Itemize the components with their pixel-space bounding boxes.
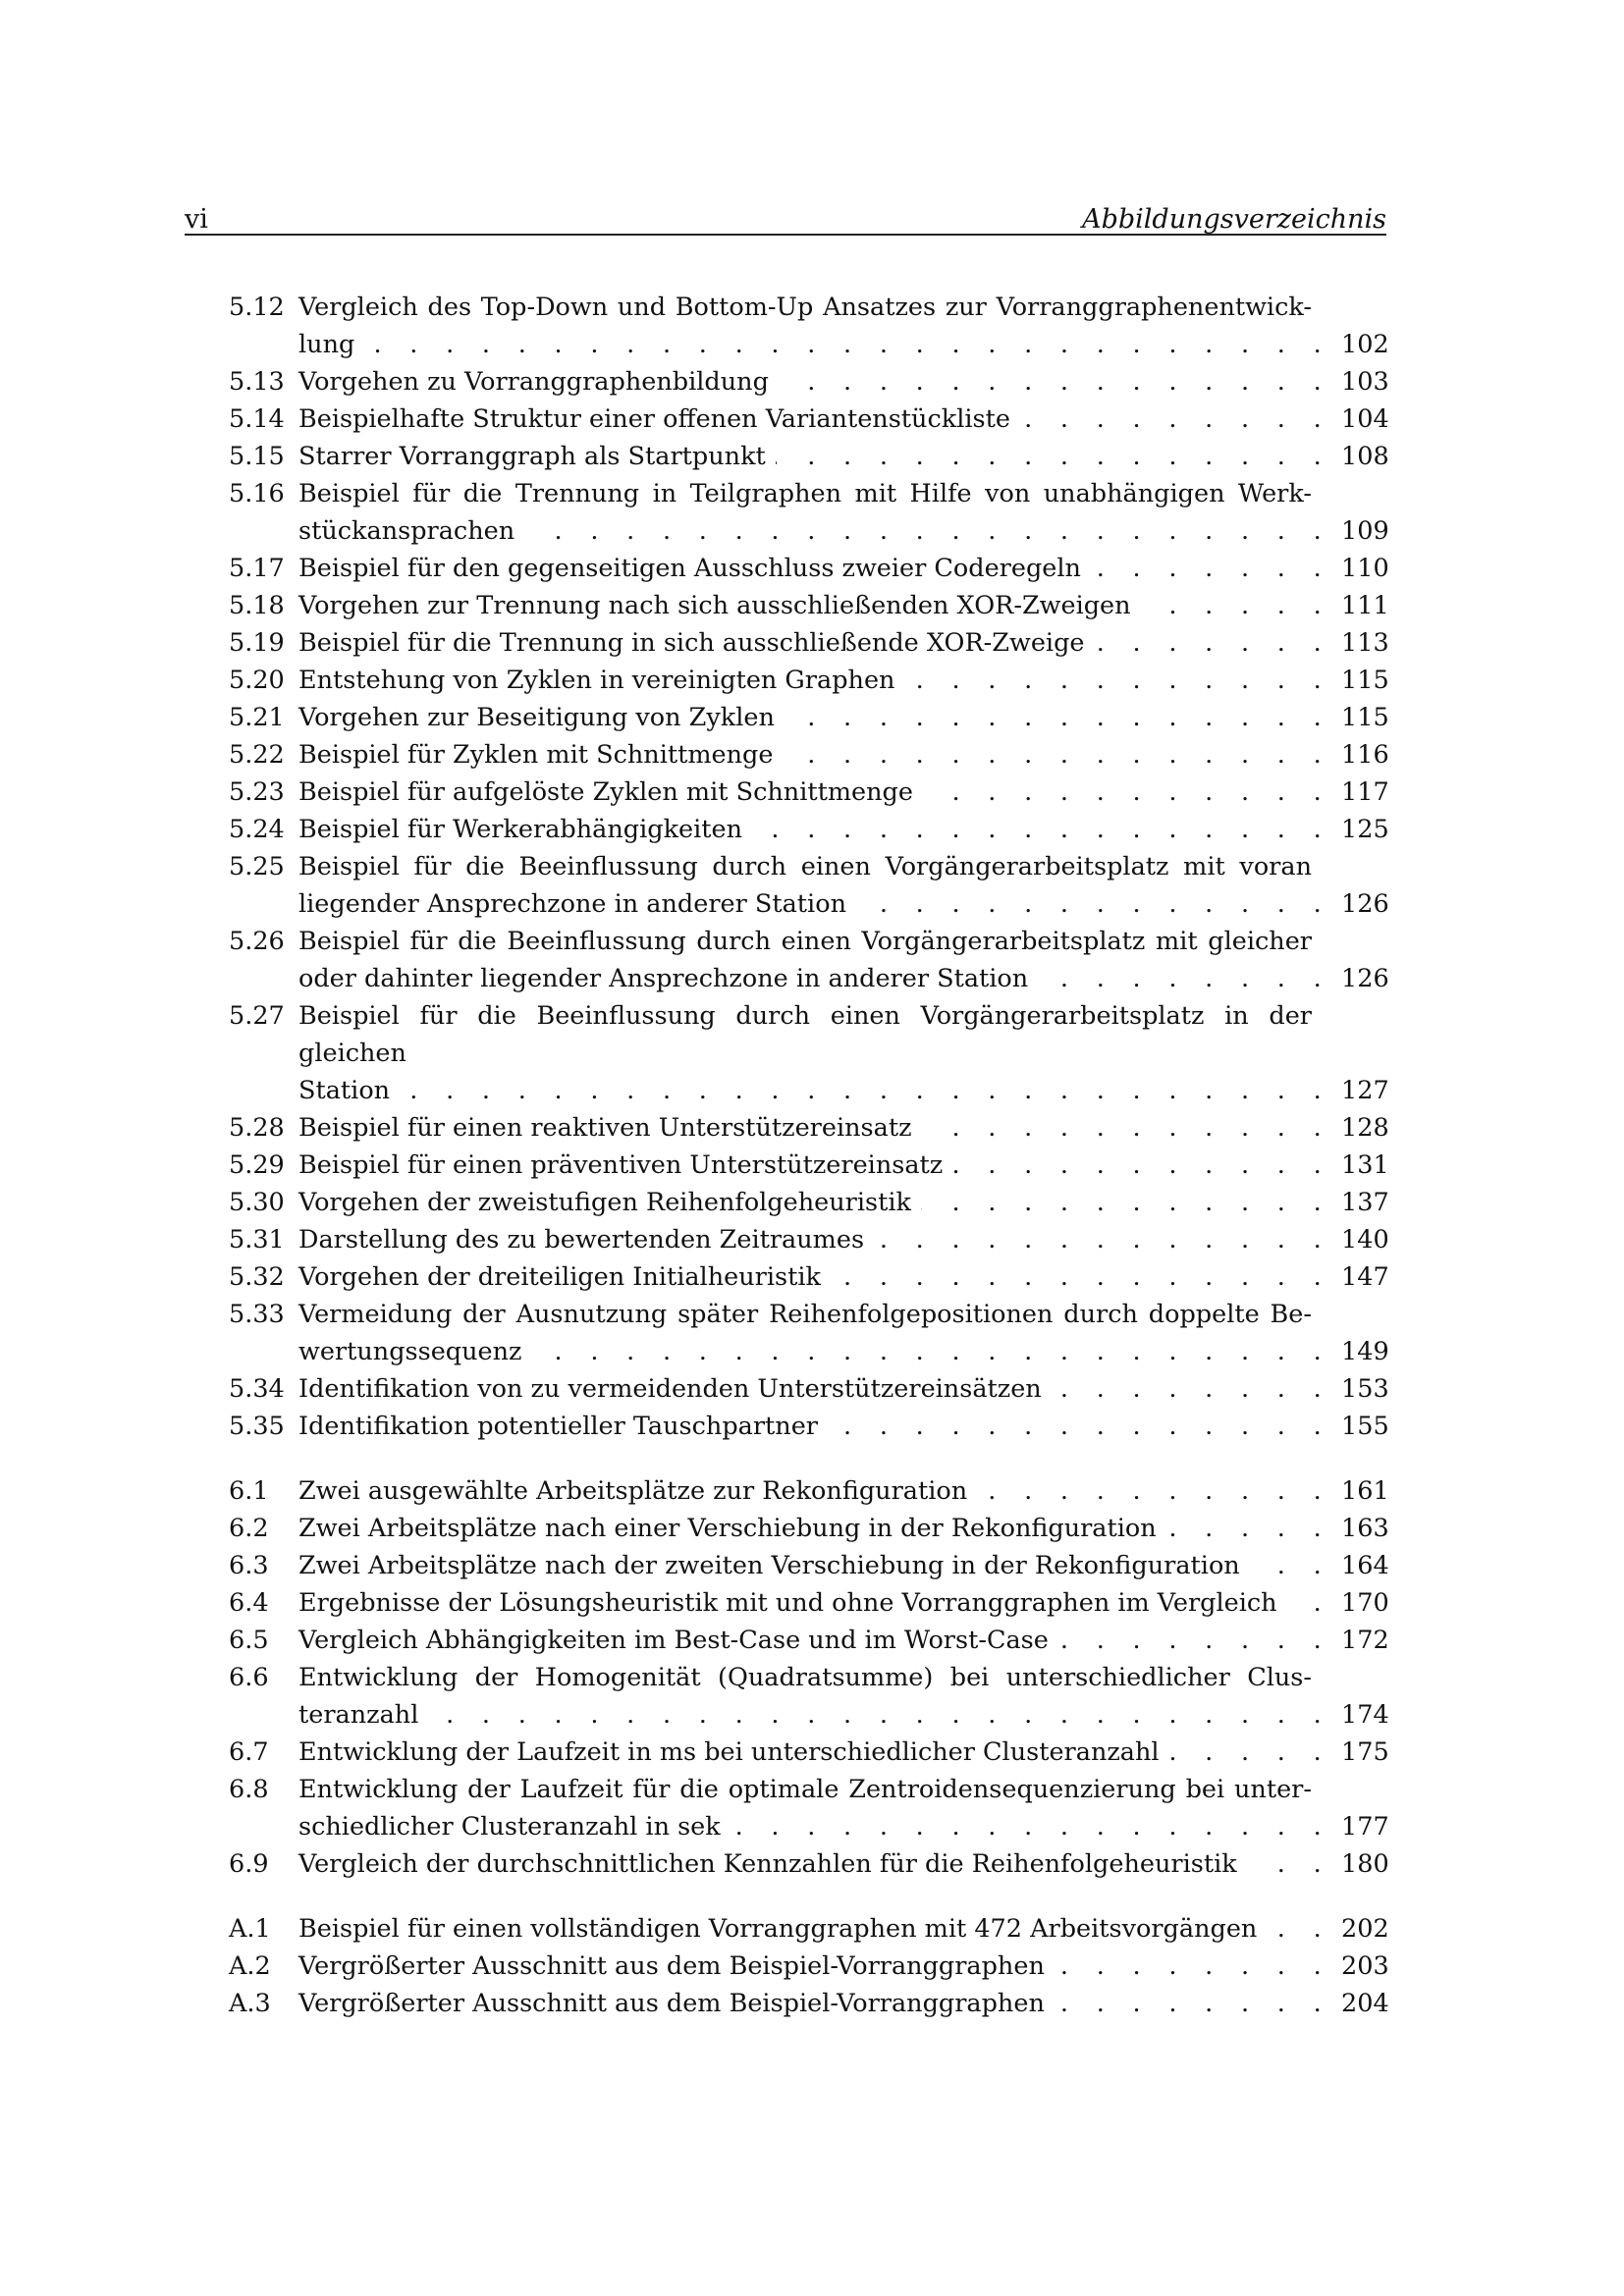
dot-leader	[1058, 1622, 1331, 1659]
page-number: vi	[185, 204, 208, 235]
figure-number: 5.22	[229, 740, 285, 770]
figure-title: Beispiel für einen präventiven Unterstützereinsatz	[298, 1150, 944, 1180]
toc-entry[interactable]	[229, 1221, 1389, 1258]
list-of-figures	[229, 289, 1389, 2022]
dot-leader	[783, 736, 1331, 774]
dot-leader	[904, 662, 1331, 699]
figure-number: 5.13	[229, 367, 285, 397]
figure-title-final-line	[298, 326, 1389, 363]
figure-title: liegender Ansprechzone in anderer Station	[298, 889, 846, 919]
toc-entry[interactable]	[229, 811, 1389, 848]
entry-body	[298, 923, 1389, 997]
dot-leader	[428, 1696, 1331, 1734]
figure-title: Ergebnisse der Lösungsheuristik mit und ohne Vorranggraphen im Vergleich	[298, 1588, 1277, 1618]
figure-number: 6.8	[229, 1775, 269, 1804]
figure-title-final-line	[298, 1472, 1389, 1510]
figure-title-final-line	[298, 1948, 1389, 1985]
figure-title: Vorgehen der dreiteiligen Initialheuristik	[298, 1262, 821, 1292]
figure-title: Darstellung des zu bewertenden Zeitraumes	[298, 1225, 865, 1255]
page-reference[interactable]: 140	[1341, 1225, 1389, 1255]
page-reference[interactable]: 111	[1341, 591, 1389, 620]
toc-entry[interactable]	[229, 1659, 1389, 1734]
dot-leader	[874, 1221, 1331, 1258]
running-header	[185, 191, 1386, 235]
dot-leader	[776, 438, 1331, 475]
figure-title-final-line	[298, 400, 1389, 438]
toc-entry[interactable]	[229, 1948, 1389, 1985]
figure-number: A.3	[229, 1989, 271, 2018]
entry-body	[298, 1408, 1389, 1445]
figure-title-final-line	[298, 550, 1389, 587]
figure-number: 5.29	[229, 1150, 285, 1180]
dot-leader	[1250, 1547, 1331, 1584]
figure-title-final-line	[298, 1333, 1389, 1370]
dot-leader	[1141, 587, 1331, 624]
toc-entry[interactable]	[229, 997, 1389, 1109]
toc-entry[interactable]	[229, 1184, 1389, 1221]
toc-entry[interactable]	[229, 438, 1389, 475]
page-reference[interactable]: 110	[1341, 554, 1389, 583]
dot-leader	[1038, 960, 1331, 997]
figure-title: Beispiel für aufgelöste Zyklen mit Schnittmenge	[298, 777, 913, 807]
page-reference[interactable]: 126	[1341, 889, 1389, 919]
figure-number: 5.25	[229, 852, 285, 881]
entry-body	[298, 662, 1389, 699]
entry-body	[298, 550, 1389, 587]
dot-leader	[1287, 1584, 1331, 1622]
figure-title: Entstehung von Zyklen in vereinigten Graphen	[298, 666, 895, 695]
toc-entry[interactable]	[229, 699, 1389, 736]
page-reference[interactable]: 204	[1341, 1989, 1389, 2018]
page-reference[interactable]: 109	[1341, 516, 1389, 546]
page-reference[interactable]: 180	[1341, 1849, 1389, 1879]
page-reference[interactable]: 161	[1341, 1476, 1389, 1506]
dot-leader	[831, 1258, 1331, 1296]
dot-leader	[731, 1808, 1331, 1845]
toc-entry[interactable]	[229, 1845, 1389, 1883]
figure-number: 5.28	[229, 1113, 285, 1143]
entry-body	[298, 1622, 1389, 1659]
figure-title: wertungssequenz	[298, 1337, 522, 1366]
toc-entry[interactable]	[229, 736, 1389, 774]
page-reference[interactable]: 164	[1341, 1551, 1389, 1580]
figure-number: 6.9	[229, 1849, 269, 1879]
toc-entry[interactable]	[229, 1547, 1389, 1584]
toc-entry[interactable]	[229, 289, 1389, 363]
page-reference[interactable]: 155	[1341, 1412, 1389, 1441]
toc-entry[interactable]	[229, 1510, 1389, 1547]
figure-title-final-line	[298, 1072, 1389, 1109]
page-reference[interactable]: 115	[1341, 666, 1389, 695]
entry-body	[298, 1258, 1389, 1296]
figure-title-final-line	[298, 1109, 1389, 1147]
entry-body	[298, 997, 1389, 1109]
figure-title-final-line	[298, 624, 1389, 662]
page-reference[interactable]: 128	[1341, 1113, 1389, 1143]
figure-title-final-line	[298, 438, 1389, 475]
entry-body	[298, 1547, 1389, 1584]
entry-body	[298, 1910, 1389, 1948]
dot-leader	[1166, 1510, 1331, 1547]
figure-title-final-line	[298, 1985, 1389, 2022]
figure-number: 5.30	[229, 1188, 285, 1217]
entry-body	[298, 400, 1389, 438]
page-reference[interactable]: 177	[1341, 1812, 1389, 1842]
dot-leader	[1020, 400, 1331, 438]
figure-number: 5.20	[229, 666, 285, 695]
figure-title: oder dahinter liegender Ansprechzone in anderer Station	[298, 964, 1029, 993]
page-reference[interactable]: 163	[1341, 1514, 1389, 1543]
page-reference[interactable]: 153	[1341, 1374, 1389, 1404]
toc-entry[interactable]	[229, 400, 1389, 438]
entry-body	[298, 1472, 1389, 1510]
dot-leader	[921, 1184, 1331, 1221]
figure-title-final-line	[298, 736, 1389, 774]
figure-title-final-line	[298, 662, 1389, 699]
figure-number: 5.15	[229, 442, 285, 471]
dot-leader	[1267, 1910, 1331, 1948]
entry-body	[298, 587, 1389, 624]
figure-title-line: Beispiel für die Beeinflussung durch einen Vorgängerarbeitsplatz in der gleichen	[298, 1001, 1312, 1068]
figure-number: 5.31	[229, 1225, 285, 1255]
entry-body	[298, 1845, 1389, 1883]
page-reference[interactable]: 117	[1341, 777, 1389, 807]
figure-number: 5.34	[229, 1374, 285, 1404]
toc-entry[interactable]	[229, 1771, 1389, 1845]
dot-leader	[1247, 1845, 1331, 1883]
toc-entry[interactable]	[229, 550, 1389, 587]
dot-leader	[779, 363, 1331, 400]
dot-leader	[785, 699, 1331, 736]
figure-title-final-line	[298, 1147, 1389, 1184]
entry-body	[298, 736, 1389, 774]
figure-title: Vergleich der durchschnittlichen Kennzahlen für die Reihenfolgeheuristik	[298, 1849, 1237, 1879]
page-reference[interactable]: 149	[1341, 1337, 1389, 1366]
page-reference[interactable]: 104	[1341, 404, 1389, 434]
figure-title-final-line	[298, 774, 1389, 811]
toc-entry[interactable]	[229, 1296, 1389, 1370]
entry-body	[298, 1184, 1389, 1221]
figure-title: stückansprachen	[298, 516, 515, 546]
toc-entry[interactable]	[229, 774, 1389, 811]
header-rule	[185, 234, 1386, 236]
figure-title: Zwei ausgewählte Arbeitsplätze zur Rekonfiguration	[298, 1476, 968, 1506]
figure-title: Identifikation von zu vermeidenden Unterstützereinsätzen	[298, 1374, 1042, 1404]
figure-title-line: Beispiel für die Trennung in Teilgraphen mit Hilfe von unabhängigen Werk-	[298, 479, 1312, 508]
page-reference[interactable]: 203	[1341, 1951, 1389, 1981]
toc-entry[interactable]	[229, 1109, 1389, 1147]
dot-leader	[400, 1072, 1331, 1109]
toc-entry[interactable]	[229, 1472, 1389, 1510]
toc-entry[interactable]	[229, 1408, 1389, 1445]
entry-body	[298, 1584, 1389, 1622]
page-reference[interactable]: 202	[1341, 1914, 1389, 1944]
entry-body	[298, 699, 1389, 736]
page-reference[interactable]: 174	[1341, 1700, 1389, 1730]
page-reference[interactable]: 147	[1341, 1262, 1389, 1292]
figure-title: Vorgehen zur Trennung nach sich ausschließenden XOR-Zweigen	[298, 591, 1131, 620]
entry-body	[298, 1659, 1389, 1734]
entry-body	[298, 1771, 1389, 1845]
figure-title-final-line	[298, 1184, 1389, 1221]
figure-number: 5.35	[229, 1412, 285, 1441]
figure-title-final-line	[298, 1845, 1389, 1883]
dot-leader	[922, 1109, 1331, 1147]
toc-entry[interactable]	[229, 662, 1389, 699]
dot-leader	[531, 1333, 1331, 1370]
figure-number: A.1	[229, 1914, 271, 1944]
toc-entry[interactable]	[229, 1985, 1389, 2022]
toc-entry[interactable]	[229, 1910, 1389, 1948]
figure-title-final-line	[298, 699, 1389, 736]
figure-title-final-line	[298, 1370, 1389, 1408]
toc-entry[interactable]	[229, 1584, 1389, 1622]
figure-title-final-line	[298, 1910, 1389, 1948]
page-reference[interactable]: 116	[1341, 740, 1389, 770]
entry-body	[298, 1985, 1389, 2022]
figure-title: Zwei Arbeitsplätze nach einer Verschiebung in der Rekonfiguration	[298, 1514, 1157, 1543]
figure-title-final-line	[298, 1547, 1389, 1584]
dot-leader	[1052, 1370, 1331, 1408]
figure-title-final-line	[298, 1221, 1389, 1258]
figure-title: Starrer Vorranggraph als Startpunkt	[298, 442, 766, 471]
dot-leader	[524, 512, 1331, 550]
figure-title: Vorgehen der zweistufigen Reihenfolgeheuristik	[298, 1188, 911, 1217]
dot-leader	[364, 326, 1331, 363]
entry-body	[298, 624, 1389, 662]
entry-body	[298, 1147, 1389, 1184]
page-reference[interactable]: 115	[1341, 703, 1389, 732]
toc-entry[interactable]	[229, 363, 1389, 400]
figure-number: 6.1	[229, 1476, 269, 1506]
entry-body	[298, 1296, 1389, 1370]
figure-number: A.2	[229, 1951, 271, 1981]
figure-number: 5.17	[229, 554, 285, 583]
entry-body	[298, 363, 1389, 400]
entry-body	[298, 1948, 1389, 1985]
dot-leader	[952, 1147, 1331, 1184]
page-reference[interactable]: 131	[1341, 1150, 1389, 1180]
toc-entry[interactable]	[229, 587, 1389, 624]
page-reference[interactable]: 125	[1341, 815, 1389, 844]
figure-number: 5.18	[229, 591, 285, 620]
figure-number: 6.6	[229, 1663, 269, 1692]
entry-body	[298, 1734, 1389, 1771]
figure-title-line: Entwicklung der Homogenität (Quadratsumme) bei unterschiedlicher Clus-	[298, 1663, 1312, 1692]
figure-title: Beispiel für den gegenseitigen Ausschluss zweier Coderegeln	[298, 554, 1081, 583]
dot-leader	[923, 774, 1331, 811]
figure-number: 5.21	[229, 703, 285, 732]
page-reference[interactable]: 172	[1341, 1626, 1389, 1655]
toc-entry[interactable]	[229, 475, 1389, 550]
figure-title-final-line	[298, 1734, 1389, 1771]
figure-number: 5.32	[229, 1262, 285, 1292]
dot-leader	[1091, 550, 1331, 587]
dot-leader	[1169, 1734, 1331, 1771]
page-reference[interactable]: 126	[1341, 964, 1389, 993]
group-separator	[229, 1445, 1386, 1472]
page-reference[interactable]: 170	[1341, 1588, 1389, 1618]
figure-title-line: Beispiel für die Beeinflussung durch einen Vorgängerarbeitsplatz mit gleicher	[298, 927, 1312, 956]
dot-leader	[856, 885, 1331, 923]
toc-entry[interactable]	[229, 624, 1389, 662]
entry-body	[298, 289, 1389, 363]
figure-number: 6.7	[229, 1737, 269, 1767]
figure-title-final-line	[298, 885, 1389, 923]
figure-number: 5.14	[229, 404, 285, 434]
figure-title-final-line	[298, 1696, 1389, 1734]
page-reference[interactable]: 127	[1341, 1076, 1389, 1105]
figure-number: 6.4	[229, 1588, 269, 1618]
figure-title-final-line	[298, 1622, 1389, 1659]
figure-title: teranzahl	[298, 1700, 419, 1730]
toc-entry[interactable]	[229, 1734, 1389, 1771]
figure-number: 5.24	[229, 815, 285, 844]
toc-entry[interactable]	[229, 1370, 1389, 1408]
figure-title: Station	[298, 1076, 391, 1105]
dot-leader	[828, 1408, 1331, 1445]
dot-leader	[752, 811, 1331, 848]
entry-body	[298, 1221, 1389, 1258]
dot-leader	[1095, 624, 1332, 662]
figure-number: 5.23	[229, 777, 285, 807]
figure-title: Zwei Arbeitsplätze nach der zweiten Verschiebung in der Rekonfiguration	[298, 1551, 1240, 1580]
figure-number: 5.12	[229, 293, 285, 322]
entry-body	[298, 811, 1389, 848]
figure-title: Vergrößerter Ausschnitt aus dem Beispiel-Vorranggraphen	[298, 1989, 1045, 2018]
figure-title: Vorgehen zu Vorranggraphenbildung	[298, 367, 769, 397]
page-reference[interactable]: 103	[1341, 367, 1389, 397]
page-reference[interactable]: 102	[1341, 330, 1389, 359]
figure-number: 5.26	[229, 927, 285, 956]
page-reference[interactable]: 113	[1341, 628, 1389, 658]
figure-title-line: Vermeidung der Ausnutzung später Reihenfolgepositionen durch doppelte Be-	[298, 1300, 1312, 1329]
entry-body	[298, 475, 1389, 550]
group-separator	[229, 1883, 1386, 1910]
toc-entry[interactable]	[229, 1622, 1389, 1659]
figure-title-final-line	[298, 587, 1389, 624]
figure-title: Beispiel für die Trennung in sich ausschließende XOR-Zweige	[298, 628, 1085, 658]
page-reference[interactable]: 108	[1341, 442, 1389, 471]
entry-body	[298, 1370, 1389, 1408]
figure-title: Beispiel für einen reaktiven Unterstützereinsatz	[298, 1113, 912, 1143]
figure-title: Identifikation potentieller Tauschpartner	[298, 1412, 819, 1441]
figure-title: Vergrößerter Ausschnitt aus dem Beispiel-Vorranggraphen	[298, 1951, 1045, 1981]
figure-title: Entwicklung der Laufzeit in ms bei unterschiedlicher Clusteranzahl	[298, 1737, 1160, 1767]
toc-entry[interactable]	[229, 1258, 1389, 1296]
entry-body	[298, 438, 1389, 475]
entry-body	[298, 848, 1389, 923]
figure-title-line: Vergleich des Top-Down und Bottom-Up Ansatzes zur Vorranggraphenentwick-	[298, 293, 1312, 322]
figure-title: schiedlicher Clusteranzahl in sek	[298, 1812, 721, 1842]
figure-title-final-line	[298, 1258, 1389, 1296]
figure-title-final-line	[298, 1808, 1389, 1845]
figure-number: 6.2	[229, 1514, 269, 1543]
figure-title: Vergleich Abhängigkeiten im Best-Case und im Worst-Case	[298, 1626, 1049, 1655]
toc-entry[interactable]	[229, 848, 1389, 923]
entry-body	[298, 774, 1389, 811]
figure-title-line: Entwicklung der Laufzeit für die optimale Zentroidensequenzierung bei unter-	[298, 1775, 1312, 1804]
figure-number: 5.19	[229, 628, 285, 658]
figure-title: Beispiel für Werkerabhängigkeiten	[298, 815, 743, 844]
figure-title-final-line	[298, 960, 1389, 997]
figure-number: 6.3	[229, 1551, 269, 1580]
figure-title: Vorgehen zur Beseitigung von Zyklen	[298, 703, 775, 732]
entry-body	[298, 1109, 1389, 1147]
figure-number: 5.33	[229, 1300, 285, 1329]
figure-title-final-line	[298, 512, 1389, 550]
figure-title-final-line	[298, 1408, 1389, 1445]
toc-entry[interactable]	[229, 1147, 1389, 1184]
dot-leader	[1055, 1948, 1331, 1985]
figure-title-final-line	[298, 1584, 1389, 1622]
page-reference[interactable]: 175	[1341, 1737, 1389, 1767]
figure-title-line: Beispiel für die Beeinflussung durch einen Vorgängerarbeitsplatz mit voran	[298, 852, 1312, 881]
figure-title: Beispiel für Zyklen mit Schnittmenge	[298, 740, 774, 770]
figure-number: 5.27	[229, 1001, 285, 1031]
page-reference[interactable]: 137	[1341, 1188, 1389, 1217]
figure-title-final-line	[298, 811, 1389, 848]
section-title: Abbildungsverzeichnis	[1082, 204, 1386, 235]
dot-leader	[977, 1472, 1331, 1510]
figure-title: Beispielhafte Struktur einer offenen Variantenstückliste	[298, 404, 1010, 434]
figure-title: lung	[298, 330, 355, 359]
figure-title: Beispiel für einen vollständigen Vorranggraphen mit 472 Arbeitsvorgängen	[298, 1914, 1258, 1944]
figure-number: 6.5	[229, 1626, 269, 1655]
toc-entry[interactable]	[229, 923, 1389, 997]
figure-number: 5.16	[229, 479, 285, 508]
dot-leader	[1055, 1985, 1331, 2022]
figure-title-final-line	[298, 1510, 1389, 1547]
entry-body	[298, 1510, 1389, 1547]
figure-title-final-line	[298, 363, 1389, 400]
